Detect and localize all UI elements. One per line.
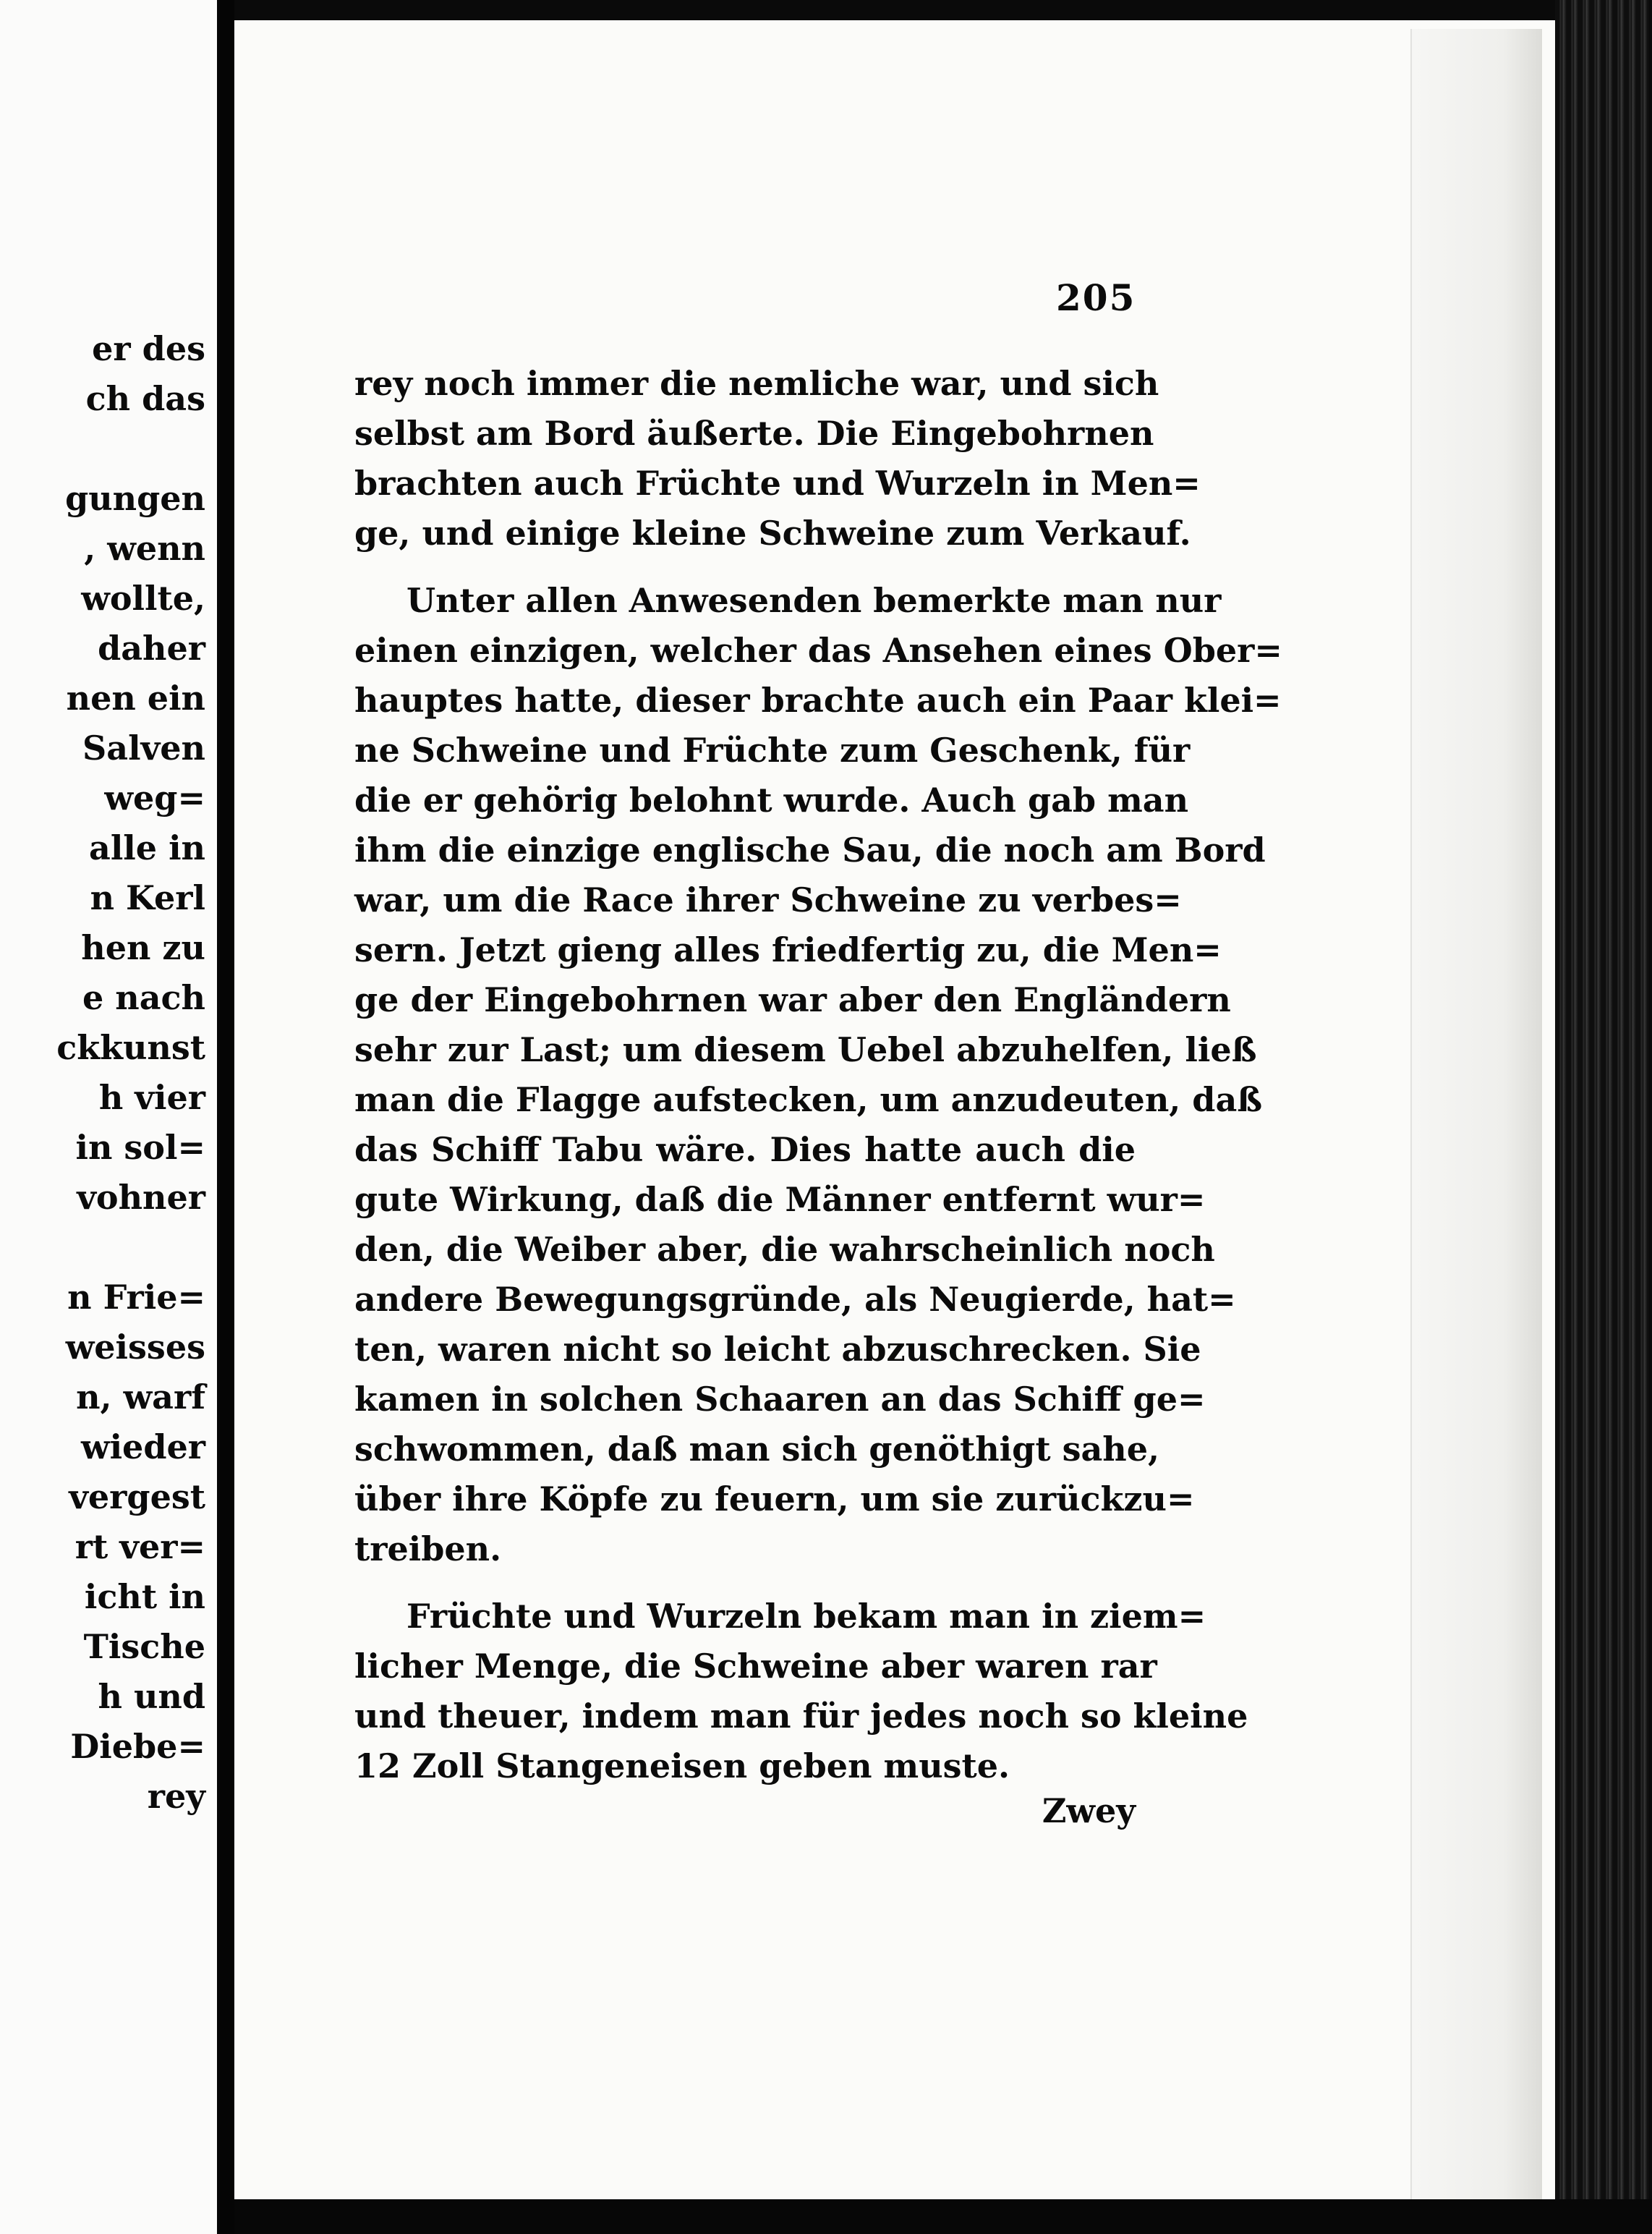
page-stack-edge — [1555, 0, 1649, 2234]
text-line: war, um die Race ihrer Schweine zu verbes= — [354, 880, 1182, 919]
previous-page-line-ending: vergest — [69, 1477, 205, 1516]
previous-page-line-ending: Diebe= — [70, 1727, 205, 1766]
previous-page-line-ending: h vier — [98, 1078, 205, 1117]
previous-page-line-ending: rey — [147, 1777, 205, 1816]
text-line: ne Schweine und Früchte zum Geschenk, für — [354, 731, 1191, 770]
text-line: gute Wirkung, daß die Männer entfernt wur= — [354, 1180, 1206, 1219]
previous-page-line-ending: e nach — [82, 978, 205, 1017]
previous-page-line-ending: wollte, — [81, 579, 205, 618]
text-line: ge, und einige kleine Schweine zum Verkauf. — [354, 514, 1191, 553]
text-line: brachten auch Früchte und Wurzeln in Men= — [354, 464, 1201, 503]
previous-page-line-ending: rt ver= — [74, 1527, 205, 1566]
text-line: über ihre Köpfe zu feuern, um sie zurückzu= — [354, 1479, 1195, 1519]
text-line: den, die Weiber aber, die wahrscheinlich noch — [354, 1230, 1215, 1269]
previous-page-line-ending — [0, 424, 205, 474]
body-text — [354, 359, 1282, 1791]
text-line: sehr zur Last; um diesem Uebel abzuhelfen, ließ — [354, 1030, 1257, 1069]
text-line: einen einzigen, welcher das Ansehen eines Ober= — [354, 631, 1282, 670]
book-gutter — [217, 0, 234, 2234]
previous-page-line-ending: weisses — [65, 1328, 205, 1367]
previous-page-line-ending: wieder — [80, 1427, 205, 1466]
text-line: das Schiff Tabu wäre. Dies hatte auch die — [354, 1130, 1136, 1169]
previous-page-line-ending: n Kerl — [90, 878, 205, 917]
text-line: selbst am Bord äußerte. Die Eingebohrnen — [354, 414, 1154, 453]
text-line: man die Flagge aufstecken, um anzudeuten, daß — [354, 1080, 1263, 1119]
previous-page-line-ending: gungen — [65, 479, 205, 518]
previous-page-line-ending: ckkunst — [56, 1028, 205, 1067]
text-line: Früchte und Wurzeln bekam man in ziem= — [406, 1597, 1206, 1636]
previous-page-line-ending: icht in — [84, 1577, 205, 1616]
text-line: sern. Jetzt gieng alles friedfertig zu, die Men= — [354, 930, 1222, 969]
previous-page-line-ending: n, warf — [76, 1377, 205, 1417]
text-line: rey noch immer die nemliche war, und sich — [354, 364, 1159, 403]
scan-bottom-border — [234, 2199, 1652, 2234]
text-line: treiben. — [354, 1529, 502, 1568]
page-fore-edge — [1410, 29, 1542, 2214]
previous-page-line-ending: n Frie= — [67, 1278, 205, 1317]
previous-page-line-ending: Salven — [82, 729, 205, 768]
previous-page-line-ending: er des — [92, 329, 205, 368]
paragraph-2 — [354, 576, 1282, 1574]
previous-page-line-ending: daher — [98, 629, 205, 668]
previous-page-line-ending: ch das — [85, 379, 205, 418]
previous-page-line-ending: , wenn — [84, 529, 205, 568]
text-line: licher Menge, die Schweine aber waren rar — [354, 1647, 1157, 1686]
page-number: 205 — [1056, 276, 1136, 319]
previous-page-line-ending — [0, 1223, 205, 1273]
text-line: andere Bewegungsgründe, als Neugierde, hat= — [354, 1280, 1236, 1319]
paragraph-1 — [354, 359, 1201, 558]
paragraph-3 — [354, 1592, 1248, 1791]
text-line: kamen in solchen Schaaren an das Schiff ge= — [354, 1380, 1206, 1419]
text-line: und theuer, indem man für jedes noch so kleine — [354, 1696, 1248, 1736]
text-line: ten, waren nicht so leicht abzuschrecken. Sie — [354, 1330, 1201, 1369]
previous-page-line-ending: vohner — [77, 1178, 205, 1217]
previous-page-line-ending: alle in — [89, 828, 205, 867]
previous-page-line-ending: nen ein — [66, 679, 205, 718]
previous-page-line-endings — [0, 324, 205, 1822]
text-line: ihm die einzige englische Sau, die noch am Bord — [354, 831, 1266, 870]
text-line: hauptes hatte, dieser brachte auch ein Paar klei= — [354, 681, 1282, 720]
previous-page-line-ending: weg= — [104, 778, 205, 817]
text-line: 12 Zoll Stangeneisen geben muste. — [354, 1746, 1010, 1785]
text-line: die er gehörig belohnt wurde. Auch gab man — [354, 781, 1189, 820]
text-line: schwommen, daß man sich genöthigt sahe, — [354, 1430, 1160, 1469]
text-line: ge der Eingebohrnen war aber den Engländern — [354, 980, 1231, 1019]
previous-page-edge — [0, 0, 217, 2234]
previous-page-line-ending: in sol= — [75, 1128, 205, 1167]
previous-page-line-ending: hen zu — [81, 928, 205, 967]
previous-page-line-ending: Tische — [83, 1627, 205, 1666]
text-line: Unter allen Anwesenden bemerkte man nur — [406, 581, 1222, 620]
previous-page-line-ending: h und — [98, 1677, 205, 1716]
catchword: Zwey — [1042, 1791, 1136, 1830]
